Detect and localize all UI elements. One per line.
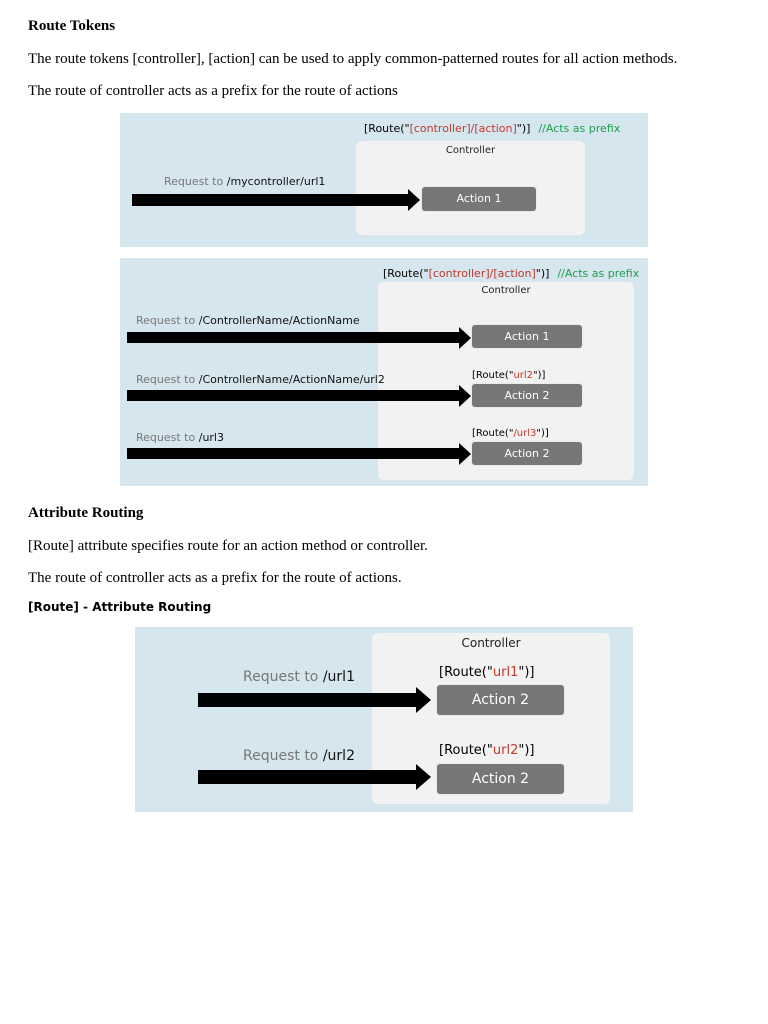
controller-panel [356,141,585,235]
arrow-head-icon [408,189,420,211]
request-label: Request to /mycontroller/url1 [164,175,326,188]
code-comment: //Acts as prefix [557,267,640,280]
paragraph-controller-prefix: The route of controller acts as a prefix for the route of actions [28,83,398,99]
controller-label: Controller [445,145,496,156]
paragraph-controller-prefix: The route of controller acts as a prefix for the route of actions. [28,570,402,586]
section-heading-attribute-routing: Attribute Routing [28,505,144,521]
action-2-box: Action 2 [472,384,582,407]
controller-label: Controller [481,285,531,296]
action-1-box: Action 1 [422,187,536,211]
request-arrow [127,390,461,401]
controller-route-attribute: [Route("[controller]/[action]")] //Acts as prefix [383,267,640,280]
action-1-box: Action 1 [472,325,582,348]
subheading-attribute-routing: [Route] - Attribute Routing [28,600,212,614]
action-route-attribute: [Route("url2")] [439,743,535,758]
action-2-box: Action 2 [437,764,564,794]
request-arrow [132,194,410,206]
request-label: Request to /ControllerName/ActionName [136,314,360,327]
section-heading-route-tokens: Route Tokens [28,18,116,34]
action-route-attribute: [Route("/url3")] [472,428,549,439]
arrow-head-icon [459,443,471,465]
request-label: Request to /ControllerName/ActionName/url2 [136,373,385,386]
action-2-box: Action 2 [437,685,564,715]
request-arrow [198,770,418,784]
arrow-head-icon [459,385,471,407]
controller-label: Controller [461,636,521,650]
request-label: Request to /url3 [136,431,224,444]
request-label: Request to /url1 [243,669,355,685]
action-2-box: Action 2 [472,442,582,465]
action-route-attribute: [Route("url1")] [439,665,535,680]
figure-route-tokens-single [120,113,648,247]
arrow-head-icon [459,327,471,349]
figure-attribute-routing [135,627,633,812]
code-comment: //Acts as prefix [538,122,621,135]
controller-route-attribute: [Route("[controller]/[action]")] //Acts as prefix [364,122,621,135]
action-route-attribute: [Route("url2")] [472,370,546,381]
request-arrow [127,448,461,459]
arrow-head-icon [416,687,431,713]
figure-route-tokens-multiple [120,258,648,486]
paragraph-route-tokens-intro: The route tokens [controller], [action] can be used to apply common-patterned routes for all action methods. [28,51,678,67]
paragraph-route-attribute: [Route] attribute specifies route for an action method or controller. [28,538,428,554]
arrow-head-icon [416,764,431,790]
request-arrow [127,332,461,343]
request-label: Request to /url2 [243,748,355,764]
request-arrow [198,693,418,707]
